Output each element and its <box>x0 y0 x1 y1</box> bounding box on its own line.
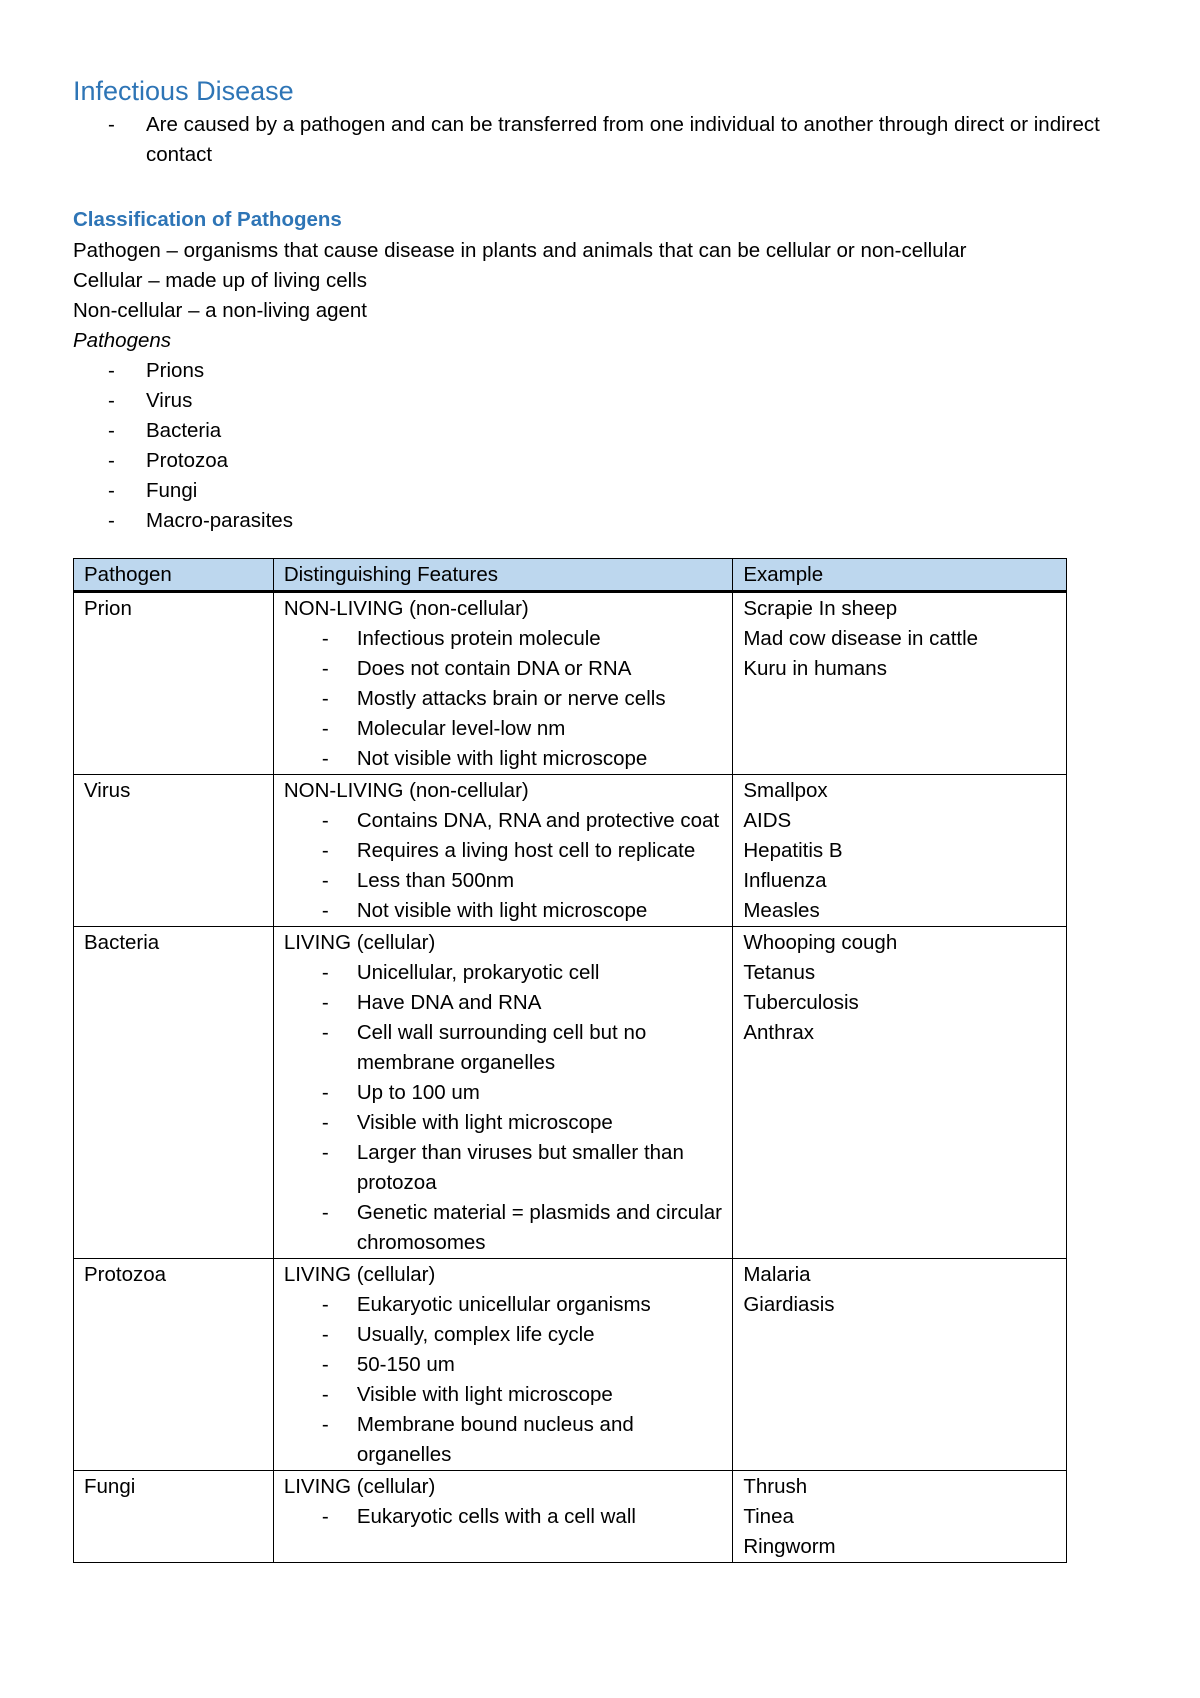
definition-cellular: Cellular – made up of living cells <box>73 269 367 292</box>
table-row <box>74 1471 1067 1563</box>
features-list <box>284 1290 723 1470</box>
example-item: Measles <box>743 899 820 922</box>
features-list <box>284 806 723 926</box>
features-list <box>284 1502 723 1532</box>
feature-item: - Does not contain DNA or RNA <box>284 654 723 684</box>
list-item: - Macro-parasites <box>73 506 1133 536</box>
feature-item: - Less than 500nm <box>284 866 723 896</box>
pathogen-type: LIVING (cellular) <box>283 931 436 954</box>
feature-item: - Eukaryotic unicellular organisms <box>284 1290 723 1320</box>
features-cell <box>273 1471 733 1563</box>
example-item: Mad cow disease in cattle <box>743 627 979 650</box>
pathogen-type: LIVING (cellular) <box>283 1475 436 1498</box>
feature-item: - Molecular level-low nm <box>284 714 723 744</box>
list-item: - Prions <box>73 356 1133 386</box>
list-item: - Protozoa <box>73 446 1133 476</box>
feature-item: - 50-150 um <box>284 1350 723 1380</box>
section-heading: Classification of Pathogens <box>73 208 342 231</box>
features-cell <box>273 1259 733 1471</box>
feature-item: - Visible with light microscope <box>284 1108 723 1138</box>
example-item: AIDS <box>743 809 792 832</box>
list-item: - Bacteria <box>73 416 1133 446</box>
examples-list <box>743 1472 1056 1562</box>
examples-cell <box>733 927 1067 1259</box>
feature-item: - Requires a living host cell to replicate <box>284 836 723 866</box>
pathogen-type: LIVING (cellular) <box>283 1263 436 1286</box>
pathogen-table <box>73 558 1067 1563</box>
pathogen-cell: Virus <box>74 775 274 927</box>
pathogen-cell: Prion <box>74 592 274 775</box>
examples-cell <box>733 592 1067 775</box>
example-item: Malaria <box>743 1263 811 1286</box>
example-item: Scrapie In sheep <box>743 597 898 620</box>
example-item: Whooping cough <box>743 931 898 954</box>
feature-item: - Membrane bound nucleus and organelles <box>284 1410 723 1470</box>
page-title: Infectious Disease <box>73 76 294 106</box>
feature-item: - Contains DNA, RNA and protective coat <box>284 806 723 836</box>
example-item: Anthrax <box>743 1021 815 1044</box>
feature-item: - Not visible with light microscope <box>284 744 723 774</box>
table-row <box>74 775 1067 927</box>
example-item: Tinea <box>743 1505 794 1528</box>
list-item: - Virus <box>73 386 1133 416</box>
header-features: Distinguishing Features <box>273 559 733 592</box>
feature-item: - Usually, complex life cycle <box>284 1320 723 1350</box>
feature-item: - Infectious protein molecule <box>284 624 723 654</box>
examples-list <box>743 1260 1056 1320</box>
table-row <box>74 1259 1067 1471</box>
table-row <box>74 927 1067 1259</box>
example-item: Hepatitis B <box>743 839 843 862</box>
features-cell <box>273 592 733 775</box>
features-list <box>284 958 723 1258</box>
examples-list <box>743 928 1056 1048</box>
feature-item: - Not visible with light microscope <box>284 896 723 926</box>
document-page <box>73 72 1133 536</box>
header-pathogen: Pathogen <box>74 559 274 592</box>
feature-item: - Cell wall surrounding cell but no membrane organelles <box>284 1018 723 1078</box>
definition-pathogen: Pathogen – organisms that cause disease in plants and animals that can be cellular or non-cellular <box>73 239 967 262</box>
pathogens-list <box>73 356 1133 536</box>
pathogen-type: NON-LIVING (non-cellular) <box>283 779 529 802</box>
example-item: Tuberculosis <box>743 991 859 1014</box>
definition-non-cellular: Non-cellular – a non-living agent <box>73 299 368 322</box>
table-header-row <box>74 559 1067 592</box>
table-body <box>74 592 1067 1563</box>
example-item: Kuru in humans <box>743 657 887 680</box>
feature-item: - Genetic material = plasmids and circular chromosomes <box>284 1198 723 1258</box>
table-row <box>74 592 1067 775</box>
feature-item: - Larger than viruses but smaller than protozoa <box>284 1138 723 1198</box>
header-example: Example <box>733 559 1067 592</box>
examples-cell <box>733 775 1067 927</box>
feature-item: - Unicellular, prokaryotic cell <box>284 958 723 988</box>
example-item: Influenza <box>743 869 827 892</box>
examples-cell <box>733 1259 1067 1471</box>
pathogen-cell: Protozoa <box>74 1259 274 1471</box>
examples-list <box>743 594 1056 684</box>
example-item: Thrush <box>743 1475 808 1498</box>
intro-list <box>73 110 1133 170</box>
feature-item: - Up to 100 um <box>284 1078 723 1108</box>
pathogens-label: Pathogens <box>73 329 172 352</box>
example-item: Ringworm <box>743 1535 836 1558</box>
features-list <box>284 624 723 774</box>
examples-cell <box>733 1471 1067 1563</box>
example-item: Tetanus <box>743 961 816 984</box>
feature-item: - Mostly attacks brain or nerve cells <box>284 684 723 714</box>
example-item: Giardiasis <box>743 1293 835 1316</box>
pathogen-cell: Bacteria <box>74 927 274 1259</box>
intro-bullet: - Are caused by a pathogen and can be transferred from one individual to another through direct or indirect contact <box>73 110 1133 170</box>
pathogen-cell: Fungi <box>74 1471 274 1563</box>
list-item: - Fungi <box>73 476 1133 506</box>
example-item: Smallpox <box>743 779 828 802</box>
features-cell <box>273 775 733 927</box>
feature-item: - Have DNA and RNA <box>284 988 723 1018</box>
feature-item: - Eukaryotic cells with a cell wall <box>284 1502 723 1532</box>
features-cell <box>273 927 733 1259</box>
pathogen-type: NON-LIVING (non-cellular) <box>283 597 529 620</box>
feature-item: - Visible with light microscope <box>284 1380 723 1410</box>
examples-list <box>743 776 1056 926</box>
